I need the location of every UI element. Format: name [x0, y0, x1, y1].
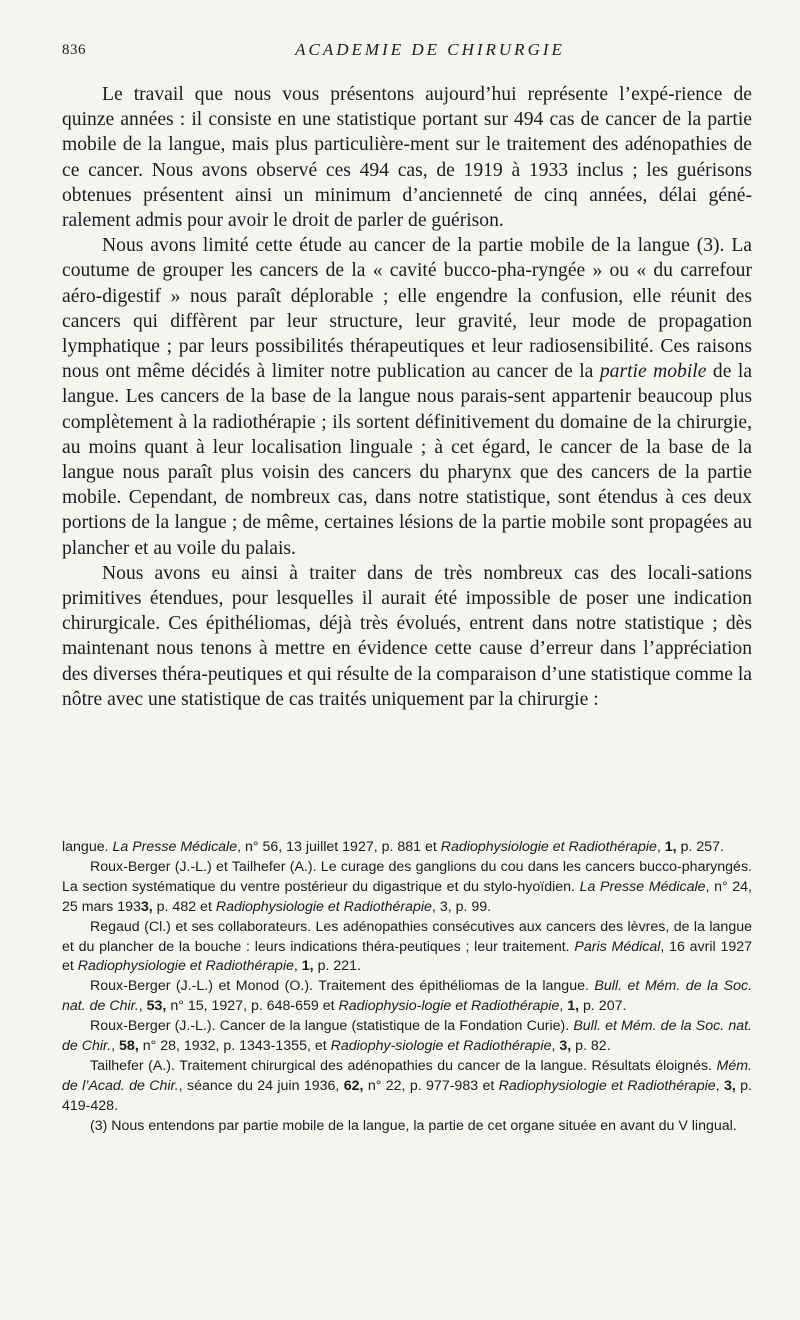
paragraph-2: Nous avons limité cette étude au cancer de la partie mobile de la langue (3). La coutume de grouper les cancers de la « cavité bucco-pha-ryngée » ou « du carrefour aéro-digestif » nous paraît déplorable ; elle engendre la confusion, elle réunit des cancers qui diffèrent par leur structure, leur gravité, leur mode de propagation lymphatique ; par leurs possibilités thérapeutiques et leur radiosensibilité. Ces raisons nous ont même décidés à limiter notre publication au cancer de la partie mobile de la langue. Les cancers de la base de la langue nous parais-sent appartenir beaucoup plus complètement à la radiothérapie ; ils sortent définitivement du domaine de la chirurgie, au moins quant à leur localisation linguale ; à cet égard, le cancer de la base de la langue nous paraît plus voisin des cancers du pharynx que des cancers de la partie mobile. Cependant, de nombreux cas, dans notre statistique, sont étendus à ces deux portions de la langue ; de même, certaines lésions de la partie mobile sont propagées au plancher et au voile du palais. [62, 235, 753, 559]
footnote-ref: Roux-Berger (J.-L.). Cancer de la langue (statistique de la Fondation Curie). Bull. et Mém. de la Soc. nat. de Chir., 58, n° 28, 1932, p. 1343-1355, et Radiophy-siologie et Radiothérapie, 3, p. 82. [62, 1018, 753, 1055]
footnotes [62, 838, 752, 1137]
running-head: ACADEMIE DE CHIRURGIE [295, 40, 565, 59]
paragraph-3: Nous avons eu ainsi à traiter dans de très nombreux cas des locali-sations primitives étendues, pour lesquelles il aurait été impossible de poser une indication chirurgicale. Ces épithéliomas, déjà très évolués, entrent dans notre statistique ; dès maintenant nous tenons à mettre en évidence cette cause d’erreur dans l’appréciation des diverses théra-peutiques et qui résulte de la comparaison d’une statistique comme la nôtre avec une statistique de cas traités uniquement par la chirurgie : [62, 562, 752, 710]
footnote-ref: Regaud (Cl.) et ses collaborateurs. Les adénopathies consécutives aux cancers des lèvres, de la langue et du plancher de la bouche : leurs indications théra-peutiques ; leur traitement. Paris Médical, 16 avril 1927 et Radiophysiologie et Radiothérapie, 1, p. 221. [62, 918, 753, 975]
footnote-continued: langue. La Presse Médicale, n° 56, 13 juillet 1927, p. 881 et Radiophysiologie et Radiothérapie, 1, p. 257. [62, 839, 724, 855]
footnote-3: (3) Nous entendons par partie mobile de la langue, la partie de cet organe située en avant du V lingual. [90, 1117, 737, 1134]
footnote-ref: Tailhefer (A.). Traitement chirurgical des adénopathies du cancer de la langue. Résultats éloignés. Mém. de l’Acad. de Chir., séance du 24 juin 1936, 62, n° 22, p. 977-983 et Radiophysiologie et Radiothérapie, 3, p. 419-428. [62, 1057, 752, 1114]
main-text [62, 82, 752, 712]
page-number: 836 [62, 42, 86, 58]
paragraph-1: Le travail que nous vous présentons aujourd’hui représente l’expé-rience de quinze années : il consiste en une statistique portant sur 494 cas de cancer de la partie mobile de la langue, mais plus particulière-ment sur le traitement des adénopathies de ce cancer. Nous avons observé ces 494 cas, de 1919 à 1933 inclus ; les guérisons obtenues présentent ainsi un minimum d’ancienneté de cinq années, délai géné-ralement admis pour avoir le droit de parler de guérison. [62, 84, 752, 232]
footnote-ref: Roux-Berger (J.-L.) et Monod (O.). Traitement des épithéliomas de la langue. Bull. et Mém. de la Soc. nat. de Chir., 53, n° 15, 1927, p. 648-659 et Radiophysio-logie et Radiothérapie, 1, p. 207. [62, 978, 753, 1015]
footnote-ref: Roux-Berger (J.-L.) et Tailhefer (A.). Le curage des ganglions du cou dans les cancers bucco-pharyngés. La section systématique du ventre postérieur du digastrique et du stylo-hyoïdien. La Presse Médicale, n° 24, 25 mars 1933, p. 482 et Radiophysiologie et Radiothérapie, 3, p. 99. [62, 858, 752, 915]
